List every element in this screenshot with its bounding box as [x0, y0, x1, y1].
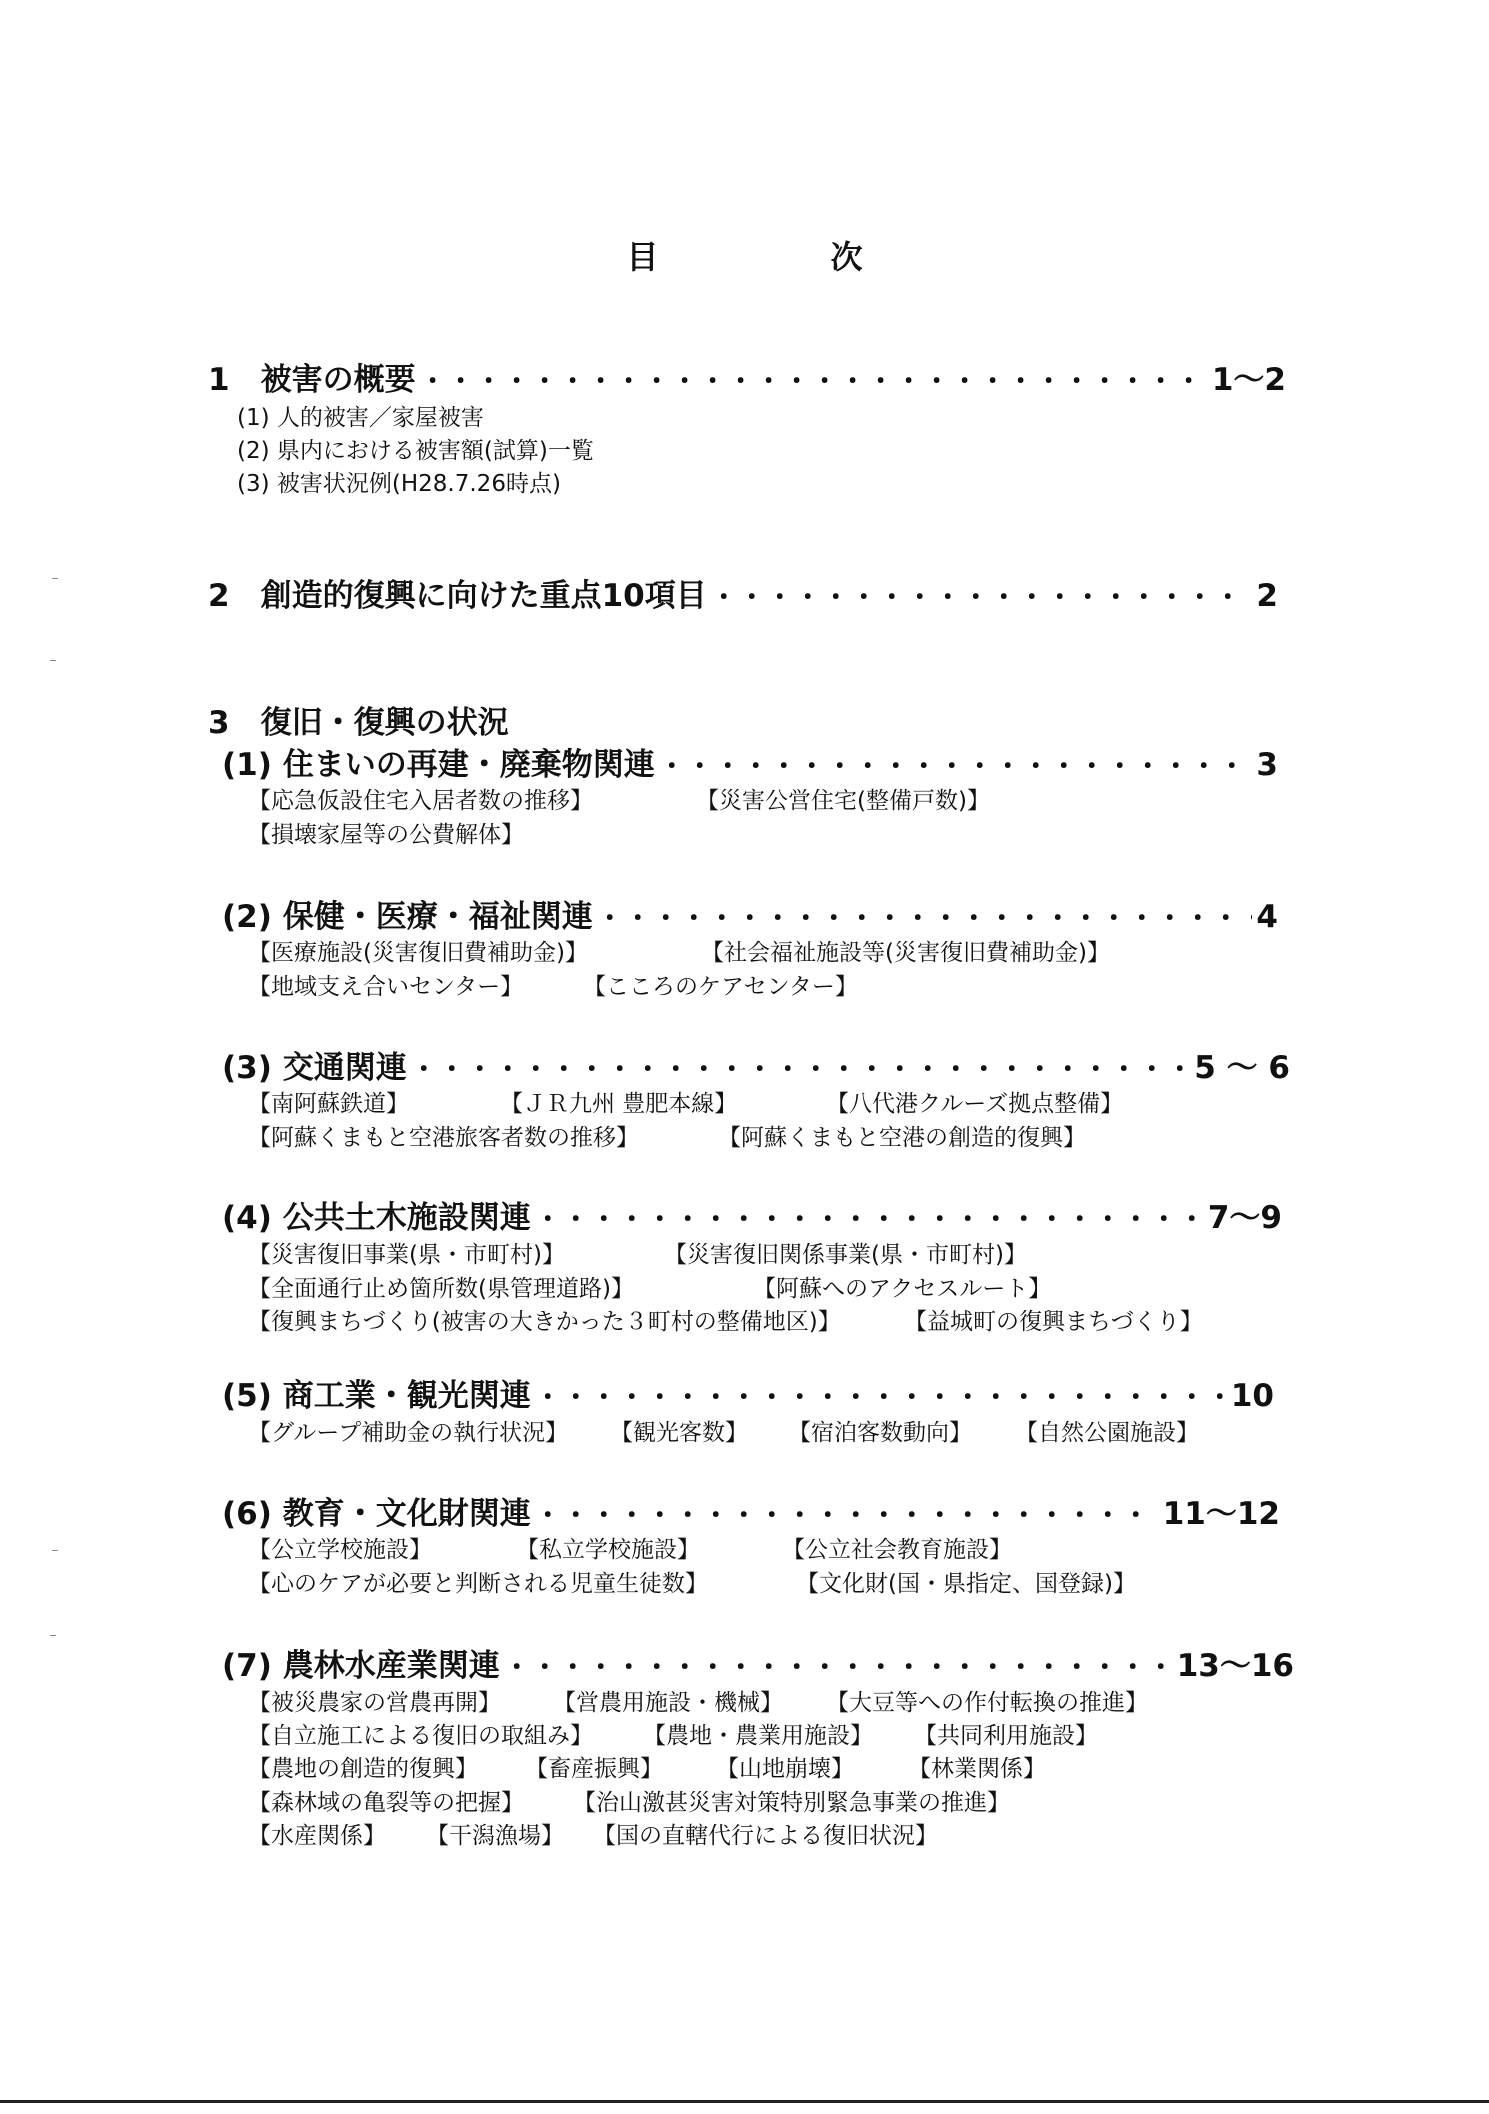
toc-topic[interactable]: 【農地・農業用施設】: [643, 1723, 873, 1749]
toc-item[interactable]: (3) 被害状況例(H28.7.26時点): [237, 471, 561, 497]
page-bottom-rule: [0, 2100, 1489, 2103]
toc-topic[interactable]: 【農地の創造的復興】: [248, 1756, 478, 1782]
toc-topic[interactable]: 【文化財(国・県指定、国登録)】: [796, 1571, 1136, 1597]
toc-topic[interactable]: 【山地崩壊】: [716, 1756, 854, 1782]
toc-subsection-4[interactable]: [222, 1198, 1282, 1240]
toc-subsection-3[interactable]: [222, 1048, 1290, 1090]
toc-topic[interactable]: 【こころのケアセンター】: [583, 974, 858, 1000]
toc-topic[interactable]: 【医療施設(災害復旧費補助金)】: [248, 940, 588, 966]
toc-topic[interactable]: 【阿蘇くまもと空港旅客者数の推移】: [248, 1125, 639, 1151]
toc-topic[interactable]: 【営農用施設・機械】: [553, 1690, 783, 1716]
toc-topic[interactable]: 【公立社会教育施設】: [782, 1537, 1012, 1563]
toc-subsection-page: 4: [1256, 899, 1278, 935]
toc-topic[interactable]: 【損壊家屋等の公費解体】: [248, 822, 524, 848]
toc-section-1-label: 1 被害の概要: [208, 362, 416, 398]
toc-topic[interactable]: 【共同利用施設】: [914, 1723, 1098, 1749]
toc-subsection-5[interactable]: [222, 1376, 1274, 1418]
toc-section-3-label: 3 復旧・復興の状況: [208, 705, 509, 741]
toc-subsection-6[interactable]: [222, 1494, 1280, 1536]
toc-subsection-2[interactable]: [222, 897, 1278, 939]
toc-topic[interactable]: 【森林域の亀裂等の把握】: [248, 1790, 524, 1816]
leader-dots: [411, 1050, 1191, 1090]
toc-topic[interactable]: 【災害復旧関係事業(県・市町村)】: [664, 1242, 1027, 1268]
toc-topic[interactable]: 【南阿蘇鉄道】: [248, 1091, 409, 1117]
toc-subsection-page: 13～16: [1176, 1648, 1294, 1684]
toc-subsection-label: (2) 保健・医療・福祉関連: [222, 899, 593, 935]
toc-subsection-page: 3: [1256, 747, 1278, 783]
leader-dots: [659, 747, 1253, 787]
toc-section-1-page: 1～2: [1211, 362, 1286, 398]
leader-dots: [504, 1648, 1173, 1688]
leader-dots: [535, 1200, 1204, 1240]
toc-subsection-page: 5 ～ 6: [1194, 1050, 1290, 1086]
toc-topic[interactable]: 【大豆等への作付転換の推進】: [826, 1690, 1148, 1716]
toc-topic[interactable]: 【干潟漁場】: [426, 1823, 564, 1849]
scan-mark: [50, 660, 56, 661]
toc-subsection-1[interactable]: [222, 745, 1278, 787]
toc-subsection-label: (3) 交通関連: [222, 1050, 407, 1086]
leader-dots: [711, 578, 1253, 618]
toc-section-2[interactable]: [208, 576, 1278, 618]
toc-topic[interactable]: 【八代港クルーズ拠点整備】: [826, 1091, 1124, 1117]
toc-topic[interactable]: 【阿蘇へのアクセスルート】: [753, 1276, 1052, 1302]
toc-subsection-label: (7) 農林水産業関連: [222, 1648, 500, 1684]
toc-item[interactable]: (2) 県内における被害額(試算)一覧: [237, 438, 594, 464]
toc-section-2-label: 2 創造的復興に向けた重点10項目: [208, 578, 707, 614]
toc-section-2-page: 2: [1256, 578, 1278, 614]
leader-dots: [535, 1378, 1227, 1418]
leader-dots: [420, 362, 1208, 402]
toc-topic[interactable]: 【林業関係】: [908, 1756, 1046, 1782]
toc-topic[interactable]: 【災害復旧事業(県・市町村)】: [248, 1242, 565, 1268]
toc-subsection-page: 7～9: [1207, 1200, 1282, 1236]
toc-topic[interactable]: 【公立学校施設】: [248, 1537, 432, 1563]
toc-topic[interactable]: 【観光客数】: [610, 1420, 748, 1446]
toc-topic[interactable]: 【ＪＲ九州 豊肥本線】: [500, 1091, 738, 1117]
leader-dots: [535, 1496, 1159, 1536]
scan-mark: [52, 1550, 58, 1551]
toc-topic[interactable]: 【阿蘇くまもと空港の創造的復興】: [718, 1125, 1086, 1151]
toc-topic[interactable]: 【自然公園施設】: [1015, 1420, 1199, 1446]
toc-topic[interactable]: 【私立学校施設】: [516, 1537, 700, 1563]
toc-topic[interactable]: 【心のケアが必要と判断される児童生徒数】: [248, 1571, 708, 1597]
toc-subsection-label: (5) 商工業・観光関連: [222, 1378, 531, 1414]
toc-topic[interactable]: 【国の直轄代行による復旧状況】: [593, 1823, 938, 1849]
toc-item[interactable]: (1) 人的被害／家屋被害: [237, 405, 484, 431]
toc-topic[interactable]: 【地域支え合いセンター】: [248, 974, 524, 1000]
page-title: 目 次: [626, 238, 933, 276]
toc-topic[interactable]: 【被災農家の営農再開】: [248, 1690, 501, 1716]
toc-topic[interactable]: 【畜産振興】: [525, 1756, 663, 1782]
scan-mark: [52, 578, 58, 579]
toc-subsection-label: (4) 公共土木施設関連: [222, 1200, 531, 1236]
toc-topic[interactable]: 【宿泊客数動向】: [788, 1420, 972, 1446]
toc-topic[interactable]: 【災害公営住宅(整備戸数)】: [696, 788, 990, 814]
toc-subsection-label: (1) 住まいの再建・廃棄物関連: [222, 747, 655, 783]
scan-mark: [50, 1635, 56, 1636]
toc-topic[interactable]: 【自立施工による復旧の取組み】: [248, 1723, 593, 1749]
toc-topic[interactable]: 【益城町の復興まちづくり】: [904, 1309, 1203, 1335]
toc-topic[interactable]: 【治山激甚災害対策特別緊急事業の推進】: [573, 1790, 1010, 1816]
toc-topic[interactable]: 【水産関係】: [248, 1823, 386, 1849]
toc-section-1[interactable]: [208, 360, 1286, 402]
toc-topic[interactable]: 【応急仮設住宅入居者数の推移】: [248, 788, 593, 814]
toc-topic[interactable]: 【全面通行止め箇所数(県管理道路)】: [248, 1276, 634, 1302]
toc-topic[interactable]: 【グループ補助金の執行状況】: [248, 1420, 569, 1446]
toc-subsection-page: 10: [1230, 1378, 1274, 1414]
toc-topic[interactable]: 【復興まちづくり(被害の大きかった３町村の整備地区)】: [248, 1309, 841, 1335]
toc-subsection-7[interactable]: [222, 1646, 1294, 1688]
toc-subsection-page: 11～12: [1162, 1496, 1280, 1532]
leader-dots: [597, 899, 1253, 939]
toc-section-3[interactable]: [208, 703, 509, 743]
toc-topic[interactable]: 【社会福祉施設等(災害復旧費補助金)】: [701, 940, 1110, 966]
toc-subsection-label: (6) 教育・文化財関連: [222, 1496, 531, 1532]
